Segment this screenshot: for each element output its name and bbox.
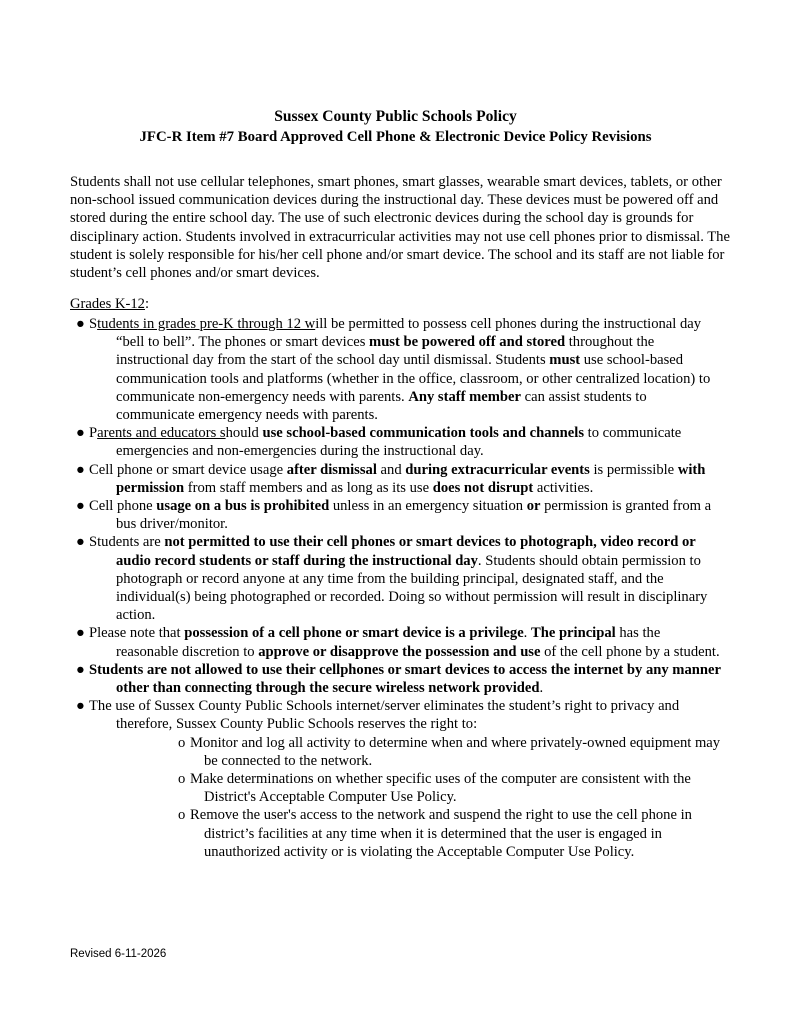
text-run: Make determinations on whether specific uses of the computer are consistent with the District's Acceptable Computer Use Policy. <box>190 771 691 806</box>
sub-bullet-icon: o <box>178 771 186 788</box>
text-run: of the cell phone by a student. <box>540 643 720 660</box>
text-run: Monitor and log all activity to determine when and where privately-owned equipment may be connected to the network. <box>190 734 721 769</box>
text-run: The use of Sussex County Public Schools internet/server eliminates the student’s right to privacy and therefore, Sussex County Public Schools reserves the right to: <box>89 698 680 733</box>
sub-bullet-icon: o <box>178 807 186 824</box>
text-run: throughout the instructional day from the start of the school day until dismissal. Students <box>116 334 655 369</box>
bullet-students-possession <box>76 315 726 424</box>
grades-heading-colon: : <box>144 296 150 312</box>
bullet-parents-educators <box>76 424 726 460</box>
text-run: . Students should obtain permission to photograph or record anyone at any time from the building principal, designated staff, and the individual(s) being photographed or recorded. Doing so without permission will result in disciplinary action. <box>116 552 708 624</box>
bullet-privilege <box>76 624 726 660</box>
bullet-recording <box>76 533 726 624</box>
sub-bullet-icon: o <box>178 734 186 751</box>
bullet-icon: ● <box>76 698 85 715</box>
bold-text: approve or disapprove the possession and use <box>258 643 541 660</box>
bold-text: or <box>526 498 541 515</box>
bold-text: The principal <box>530 625 616 642</box>
bullet-icon: ● <box>76 661 85 678</box>
document-title: Sussex County Public Schools Policy <box>274 108 517 125</box>
bullet-after-dismissal <box>76 461 726 497</box>
bullet-icon: ● <box>76 461 85 478</box>
bullet-icon: ● <box>76 425 85 442</box>
grades-heading <box>70 295 149 313</box>
bullet-icon: ● <box>76 534 85 551</box>
intro-paragraph: Students shall not use cellular telephones, smart phones, smart glasses, wearable smart devices, tablets, or other non-school issued communication devices during the instructional day. These devices must be powered off and stored during the entire school day. The use of such electronic devices during the school day is grounds for disciplinary action. Students involved in extracurricular activities may not use cell phones prior to dismissal. The student is solely responsible for his/her cell phone and/or smart device. The school and its staff are not liable for student’s cell phones and/or smart devices. <box>70 174 730 282</box>
text-run: hould <box>225 425 263 442</box>
sub-item-monitor <box>178 734 726 770</box>
bold-text: during extracurricular events <box>405 461 590 478</box>
text-run: Remove the user's access to the network and suspend the right to use the cell phone in district’s facilities at any time when it is determined that the user is engaged in unauthorized activity or is violating the Acceptable Computer Use Policy. <box>190 807 692 860</box>
text-run: use school-based communication tools and platforms (whether in the office, classroom, or other centralized location) to communicate non-emergency needs with parents. <box>116 352 711 405</box>
bold-text: must be powered off and stored <box>369 334 566 351</box>
text-run: activities. <box>533 479 594 496</box>
bold-text: not permitted to use their cell phones or smart devices to photograph, video record or audio record students or staff during the instructional day <box>116 534 696 569</box>
text-run: permission is granted from a bus driver/monitor. <box>116 498 712 533</box>
underlined-text: arents and educators s <box>97 425 226 442</box>
bold-text: usage on a bus is prohibited <box>156 498 330 515</box>
underlined-text: tudents in grades pre-K through 12 w <box>97 316 316 332</box>
bullet-privacy <box>76 697 726 861</box>
text-run: to communicate emergencies and non-emergencies during the instructional day. <box>116 425 682 460</box>
bullet-icon: ● <box>76 316 85 332</box>
bullet-icon: ● <box>76 498 85 515</box>
bold-text: Students are not allowed to use their cellphones or smart devices to access the internet by any manner other than connecting through the secure wireless network provided <box>89 661 721 697</box>
text-run: . <box>539 680 544 697</box>
text-run: Students are <box>89 534 165 551</box>
bullet-icon: ● <box>76 625 85 642</box>
privacy-sub-list <box>116 734 726 861</box>
text-run: Please note that <box>89 625 185 642</box>
text-run: can assist students to communicate emergency needs with parents. <box>116 388 647 424</box>
text-run: ill be permitted to possess cell phones during the instructional day “bell to bell”. The phones or smart devices <box>116 316 702 351</box>
bold-text: does not disrupt <box>432 479 534 496</box>
policy-bullet-list <box>76 315 726 861</box>
text-run: and <box>376 461 406 478</box>
text-run: P <box>89 425 98 442</box>
sub-item-determinations <box>178 770 726 806</box>
text-run: is permissible <box>589 461 678 478</box>
text-run: from staff members and as long as its use <box>184 479 433 496</box>
text-run: Cell phone or smart device usage <box>89 461 287 478</box>
text-run: . <box>523 625 531 642</box>
bullet-internet-access <box>76 661 726 697</box>
text-run: has the reasonable discretion to <box>116 625 661 660</box>
bold-text: use school-based communication tools and channels <box>262 425 584 442</box>
text-run: unless in an emergency situation <box>329 498 527 515</box>
bold-text: must <box>549 352 581 369</box>
bold-text: after dismissal <box>286 461 377 478</box>
revision-footer: Revised 6-11-2026 <box>70 948 167 960</box>
bold-text: Any staff member <box>408 388 521 405</box>
text-run: S <box>89 316 98 332</box>
sub-item-remove-access <box>178 806 726 861</box>
bold-text: possession of a cell phone or smart device is a privilege <box>184 625 524 642</box>
grades-heading-label: Grades K-12 <box>70 296 145 312</box>
bold-text: with permission <box>116 461 706 496</box>
bullet-bus-usage <box>76 497 726 533</box>
text-run: Cell phone <box>89 498 157 515</box>
document-subtitle: JFC-R Item #7 Board Approved Cell Phone & Electronic Device Policy Revisions <box>139 129 652 145</box>
